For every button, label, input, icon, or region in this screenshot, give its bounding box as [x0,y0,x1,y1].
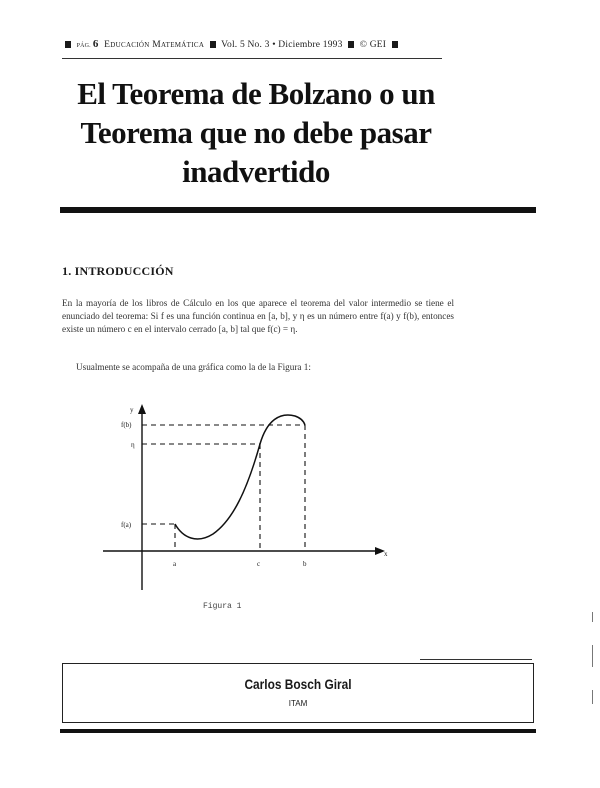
volume: Vol. 5 [221,40,245,50]
page-prefix: PÁG. [76,43,91,49]
function-curve [175,415,305,539]
bullet-square-icon [65,41,71,48]
section-heading: 1. INTRODUCCIÓN [62,264,174,278]
author-name: Carlos Bosch Giral [244,676,352,692]
bullet-square-icon [392,41,398,48]
title-line-3: inadvertido [182,154,330,189]
title-line-1: El Teorema de Bolzano o un [77,76,435,111]
journal-name: Educación Matemática [104,40,205,50]
page-number: 6 [92,38,99,50]
eta-label: η [131,441,135,449]
header-rule [62,58,442,59]
issue-number: No. 3 [247,40,270,50]
fb-label: f(b) [121,421,132,429]
figure-1 [95,400,405,600]
paragraph-2: Usualmente se acompaña de una gráfica como la de la Figura 1: [76,362,311,372]
article-title [56,74,456,191]
fa-label: f(a) [121,521,132,529]
edge-mark [592,690,593,704]
box-top-rule [420,659,532,660]
y-axis-arrow-icon [138,404,146,414]
edge-mark [592,645,593,667]
issue-date: Diciembre 1993 [278,40,343,50]
title-rule [60,207,536,213]
author-affiliation: ITAM [288,699,308,708]
bullet-square-icon [348,41,354,48]
running-header [62,38,452,50]
y-axis-label: y [130,406,134,414]
bullet-dot-icon: • [272,40,276,50]
x-axis-label: x [384,550,388,558]
c-label: c [257,560,261,568]
bottom-rule [60,729,536,733]
bullet-square-icon [210,41,216,48]
title-line-2: Teorema que no debe pasar [80,115,432,150]
figure-caption: Figura 1 [203,602,242,611]
a-label: a [173,560,177,568]
b-label: b [303,560,307,568]
copyright: © GEI [359,40,387,50]
paragraph-1: En la mayoría de los libros de Cálculo en los que aparece el teorema del valor intermedio se tiene el enunciado del teorema: Si f es una función continua en [a, b], y η es un número entre f(a) y f(b), entonces existe un número c en el intervalo cerrado [a, b] tal que f(c) = η. [62,298,454,334]
edge-mark [592,612,593,622]
author-box [62,663,534,723]
